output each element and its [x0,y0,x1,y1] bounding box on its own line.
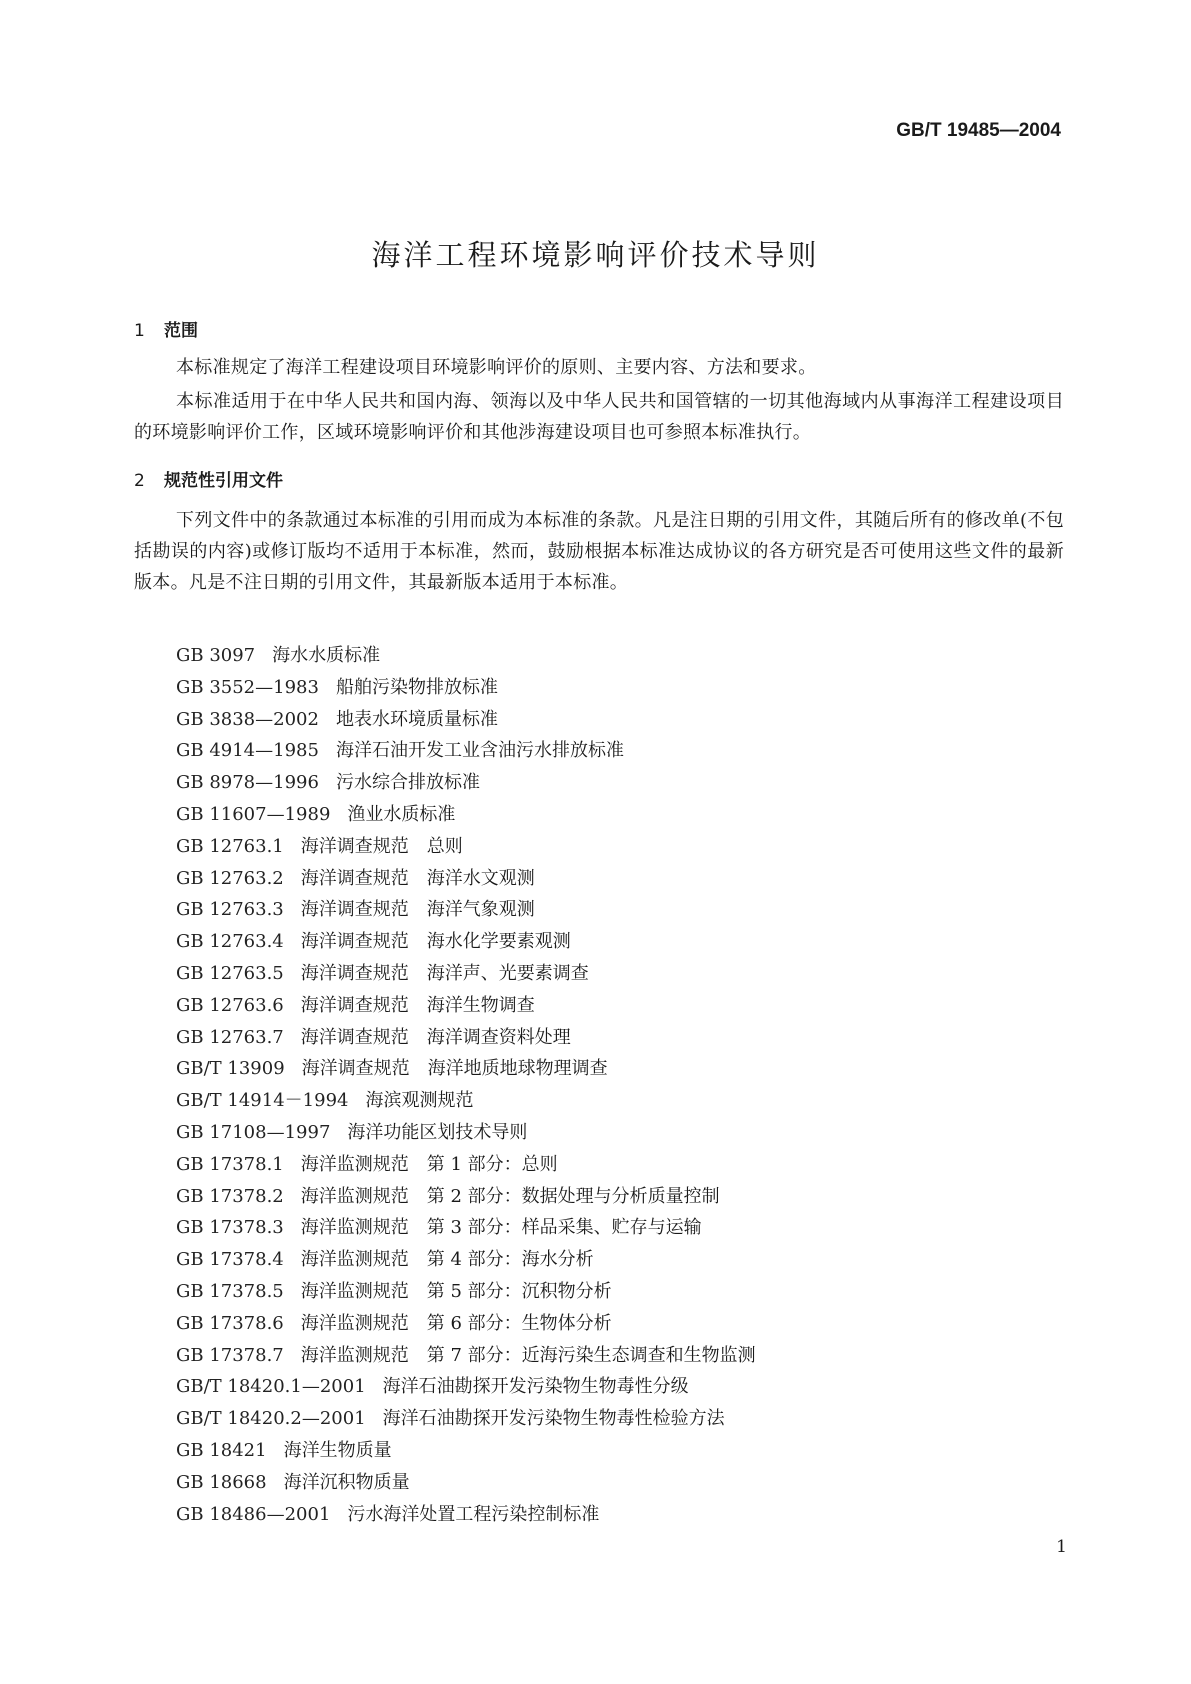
reference-code: GB 18421 [176,1439,267,1461]
reference-code: GB 12763.7 [176,1026,284,1048]
reference-item [176,1117,756,1149]
reference-title: 海洋调查规范 海洋气象观测 [300,899,535,921]
reference-title: 海洋石油勘探开发污染物生物毒性分级 [382,1376,689,1398]
reference-code: GB 17378.4 [176,1249,284,1271]
reference-item [176,1435,756,1467]
reference-item [176,704,756,736]
reference-code: GB 12763.5 [176,962,284,984]
reference-title: 海洋监测规范 第 7 部分：近海污染生态调查和生物监测 [300,1344,756,1366]
reference-title: 海洋生物质量 [283,1439,392,1461]
reference-code: GB/T 13909 [176,1058,285,1080]
reference-code: GB 12763.6 [176,994,284,1016]
reference-item [176,1212,756,1244]
reference-title: 海洋监测规范 第 4 部分：海水分析 [300,1249,594,1271]
reference-title: 污水海洋处置工程污染控制标准 [347,1503,600,1525]
reference-code: GB 12763.2 [176,867,284,889]
reference-title: 渔业水质标准 [347,803,456,825]
reference-item [176,640,756,672]
reference-code: GB 18486—2001 [176,1503,331,1525]
reference-code: GB 4914—1985 [176,740,319,762]
reference-item [176,1053,756,1085]
reference-item [176,767,756,799]
section-2-heading [134,466,283,491]
section-2-intro: 下列文件中的条款通过本标准的引用而成为本标准的条款。凡是注日期的引用文件，其随后所有的修改单(不包括勘误的内容)或修订版均不适用于本标准，然而，鼓励根据本标准达成协议的各方研究是否可使用这些文件的最新版本。凡是不注日期的引用文件，其最新版本适用于本标准。 [134,510,1064,593]
reference-title: 海洋调查规范 海水化学要素观测 [300,931,571,953]
reference-code: GB 3097 [176,645,256,666]
reference-item [176,831,756,863]
reference-title: 海洋调查规范 总则 [300,835,463,857]
reference-item [176,1085,756,1117]
reference-item [176,1371,756,1403]
reference-title: 海洋监测规范 第 1 部分：总则 [300,1153,558,1175]
reference-code: GB 12763.4 [176,931,284,953]
reference-item [176,1467,756,1499]
section-1-number: 1 [134,321,145,341]
reference-item [176,863,756,895]
section-2-number: 2 [134,471,145,491]
reference-title: 海洋监测规范 第 5 部分：沉积物分析 [300,1280,612,1302]
reference-item [176,990,756,1022]
reference-code: GB 3838—2002 [176,708,319,730]
reference-title: 海洋调查规范 海洋水文观测 [300,867,535,889]
reference-item [176,958,756,990]
section-1-paragraph: 本标准适用于在中华人民共和国内海、领海以及中华人民共和国管辖的一切其他海域内从事海洋工程建设项目的环境影响评价工作，区域环境影响评价和其他涉海建设项目也可参照本标准执行。 [134,391,1064,443]
reference-code: GB 8978—1996 [176,772,319,794]
reference-item [176,1244,756,1276]
reference-code: GB 12763.1 [176,835,284,857]
reference-code: GB 11607—1989 [176,803,331,825]
reference-code: GB 3552—1983 [176,676,319,698]
standard-code: GB/T 19485—2004 [896,120,1061,141]
reference-code: GB 18668 [176,1471,267,1493]
reference-item [176,894,756,926]
reference-item [176,1149,756,1181]
reference-code: GB/T 14914－1994 [176,1090,349,1112]
reference-item [176,1022,756,1054]
section-1-title: 范围 [164,321,198,341]
reference-item [176,1340,756,1372]
reference-title: 污水综合排放标准 [335,772,480,794]
reference-item [176,1499,756,1531]
reference-code: GB 17378.7 [176,1344,284,1366]
reference-code: GB 17378.1 [176,1153,284,1175]
reference-item [176,1308,756,1340]
reference-code: GB 12763.3 [176,899,284,921]
reference-title: 海洋石油开发工业含油污水排放标准 [335,740,624,762]
reference-title: 海滨观测规范 [365,1090,474,1112]
document-title: 海洋工程环境影响评价技术导则 [371,238,820,272]
section-2-title: 规范性引用文件 [164,471,283,491]
reference-list [176,640,756,1530]
reference-title: 船舶污染物排放标准 [335,676,498,698]
reference-title: 地表水环境质量标准 [335,708,498,730]
reference-title: 海洋沉积物质量 [283,1471,410,1493]
page-number: 1 [1056,1537,1067,1557]
reference-code: GB/T 18420.1—2001 [176,1376,366,1398]
reference-code: GB 17108—1997 [176,1121,331,1143]
reference-item [176,1181,756,1213]
reference-title: 海洋功能区划技术导则 [347,1121,528,1143]
reference-title: 海洋调查规范 海洋调查资料处理 [300,1026,571,1048]
reference-item [176,735,756,767]
reference-title: 海洋监测规范 第 2 部分：数据处理与分析质量控制 [300,1185,720,1207]
reference-code: GB 17378.5 [176,1280,284,1302]
reference-code: GB 17378.2 [176,1185,284,1207]
reference-code: GB/T 18420.2—2001 [176,1408,366,1430]
reference-item [176,1403,756,1435]
reference-title: 海洋监测规范 第 3 部分：样品采集、贮存与运输 [300,1217,702,1239]
reference-title: 海水水质标准 [272,645,381,666]
section-1-paragraph: 本标准规定了海洋工程建设项目环境影响评价的原则、主要内容、方法和要求。 [176,357,817,378]
section-1-heading [134,316,198,341]
reference-item [176,1276,756,1308]
reference-item [176,799,756,831]
reference-code: GB 17378.6 [176,1312,284,1334]
reference-title: 海洋石油勘探开发污染物生物毒性检验方法 [382,1408,725,1430]
reference-title: 海洋调查规范 海洋生物调查 [300,994,535,1016]
reference-title: 海洋调查规范 海洋地质地球物理调查 [301,1058,608,1080]
reference-code: GB 17378.3 [176,1217,284,1239]
reference-item [176,672,756,704]
reference-title: 海洋调查规范 海洋声、光要素调查 [300,962,589,984]
reference-item [176,926,756,958]
reference-title: 海洋监测规范 第 6 部分：生物体分析 [300,1312,612,1334]
